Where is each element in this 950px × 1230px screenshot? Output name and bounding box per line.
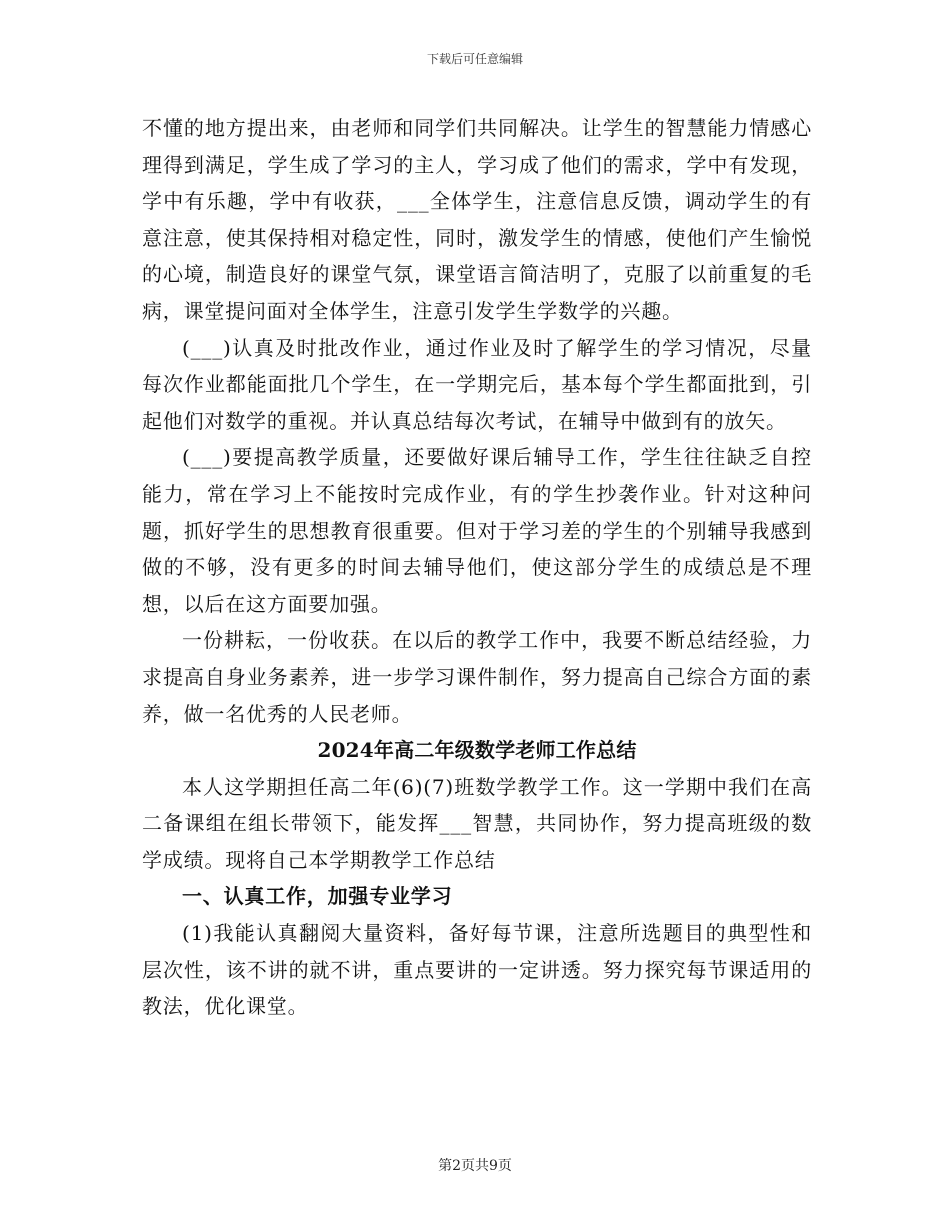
paragraph-intro: 本人这学期担任高二年(6)(7)班数学教学工作。这一学期中我们在高二备课组在组长带领下，能发挥___智慧，共同协作，努力提高班级的数学成绩。现将自己本学期教学工作总结 <box>142 774 812 872</box>
page-number: 第2页共9页 <box>438 1158 512 1174</box>
paragraph-conclusion: 一份耕耘，一份收获。在以后的教学工作中，我要不断总结经验，力求提高自身业务素养，进一步学习课件制作，努力提高自己综合方面的素养，做一名优秀的人民老师。 <box>142 628 812 726</box>
paragraph-lesson-prep: (1)我能认真翻阅大量资料，备好每节课，注意所选题目的典型性和层次性，该不讲的就不讲，重点要讲的一定讲透。努力探究每节课适用的教法，优化课堂。 <box>142 921 812 1019</box>
paragraph-homework: (___)认真及时批改作业，通过作业及时了解学生的学习情况，尽量每次作业都能面批几个学生，在一学期完后，基本每个学生都面批到，引起他们对数学的重视。并认真总结每次考试，在辅导中做到有的放矢。 <box>142 335 812 433</box>
document-content <box>142 110 812 1025</box>
paragraph-continuation: 不懂的地方提出来，由老师和同学们共同解决。让学生的智慧能力情感心理得到满足，学生成了学习的主人，学习成了他们的需求，学中有发现，学中有乐趣，学中有收获，___全体学生，注意信息反馈，调动学生的有意注意，使其保持相对稳定性，同时，激发学生的情感，使他们产生愉悦的心境，制造良好的课堂气氛，课堂语言简洁明了，克服了以前重复的毛病，课堂提问面对全体学生，注意引发学生学数学的兴趣。 <box>142 116 812 323</box>
paragraph-tutoring: (___)要提高教学质量，还要做好课后辅导工作，学生往往缺乏自控能力，常在学习上不能按时完成作业，有的学生抄袭作业。针对这种问题，抓好学生的思想教育很重要。但对于学习差的学生的个别辅导我感到做的不够，没有更多的时间去辅导他们，使这部分学生的成绩总是不理想，以后在这方面要加强。 <box>142 445 812 616</box>
document-title: 2024年高二年级数学老师工作总结 <box>317 738 637 763</box>
header-note: 下载后可任意编辑 <box>426 52 523 66</box>
section-heading: 一、认真工作，加强专业学习 <box>182 884 453 909</box>
